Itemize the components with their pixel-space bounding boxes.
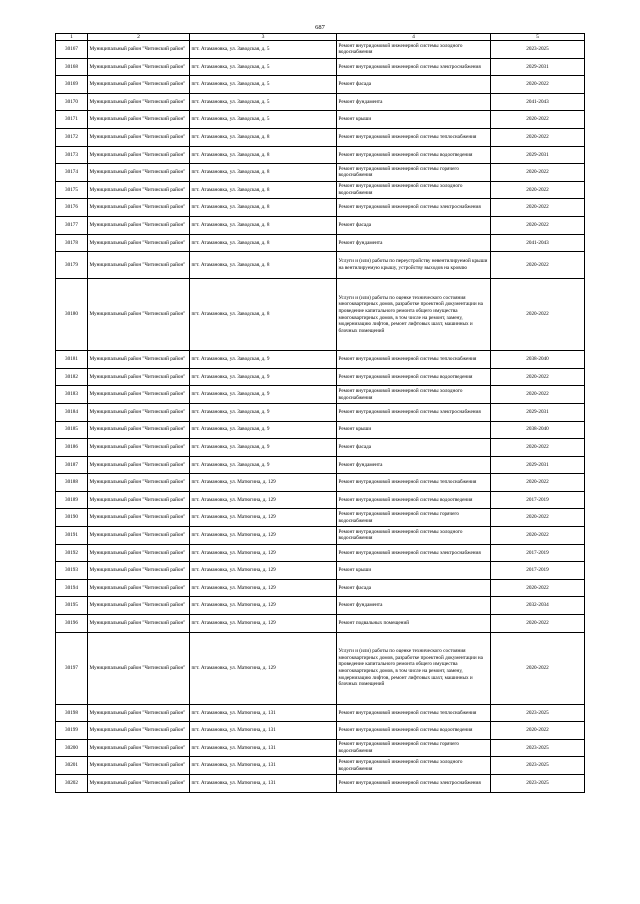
municipality-cell: Муниципальный район "Читинский район" [88, 164, 190, 182]
address-cell: пгт. Атамановка, ул. Матюгина, д. 129 [190, 579, 337, 597]
address-cell: пгт. Атамановка, ул. Заводская, д. 9 [190, 368, 337, 386]
row-number: 30171 [56, 111, 88, 129]
work-type-cell: Ремонт фундамента [337, 456, 491, 474]
row-number: 30169 [56, 76, 88, 94]
address-cell: пгт. Атамановка, ул. Матюгина, д. 131 [190, 739, 337, 757]
row-number: 30181 [56, 351, 88, 369]
table-row [56, 456, 585, 474]
period-cell: 2020-2022 [491, 722, 585, 740]
period-cell: 2020-2022 [491, 615, 585, 633]
address-cell: пгт. Атамановка, ул. Матюгина, д. 129 [190, 491, 337, 509]
period-cell: 2017-2019 [491, 491, 585, 509]
table-row [56, 632, 585, 704]
table-row [56, 58, 585, 76]
table-row [56, 164, 585, 182]
address-cell: пгт. Атамановка, ул. Заводская, д. 8 [190, 146, 337, 164]
address-cell: пгт. Атамановка, ул. Заводская, д. 5 [190, 58, 337, 76]
municipality-cell: Муниципальный район "Читинский район" [88, 421, 190, 439]
table-row [56, 421, 585, 439]
work-type-cell: Ремонт фасада [337, 579, 491, 597]
work-type-cell: Ремонт крыши [337, 421, 491, 439]
period-cell: 2029-2031 [491, 456, 585, 474]
address-cell: пгт. Атамановка, ул. Матюгина, д. 129 [190, 597, 337, 615]
municipality-cell: Муниципальный район "Читинский район" [88, 509, 190, 527]
work-type-cell: Ремонт фундамента [337, 93, 491, 111]
address-cell: пгт. Атамановка, ул. Матюгина, д. 129 [190, 509, 337, 527]
row-number: 30172 [56, 128, 88, 146]
address-cell: пгт. Атамановка, ул. Заводская, д. 8 [190, 216, 337, 234]
address-cell: пгт. Атамановка, ул. Заводская, д. 9 [190, 439, 337, 457]
municipality-cell: Муниципальный район "Читинский район" [88, 527, 190, 545]
table-row [56, 181, 585, 199]
table-row [56, 216, 585, 234]
table-row [56, 544, 585, 562]
period-cell: 2020-2022 [491, 181, 585, 199]
municipality-cell: Муниципальный район "Читинский район" [88, 146, 190, 164]
address-cell: пгт. Атамановка, ул. Заводская, д. 5 [190, 41, 337, 59]
period-cell: 2020-2022 [491, 368, 585, 386]
period-cell: 2020-2022 [491, 279, 585, 351]
period-cell: 2038-2040 [491, 351, 585, 369]
work-type-cell: Ремонт внутридомовой инженерной системы теплоснабжения [337, 351, 491, 369]
table-row [56, 234, 585, 252]
address-cell: пгт. Атамановка, ул. Матюгина, д. 129 [190, 474, 337, 492]
work-type-cell: Ремонт внутридомовой инженерной системы теплоснабжения [337, 704, 491, 722]
table-row [56, 509, 585, 527]
address-cell: пгт. Атамановка, ул. Матюгина, д. 129 [190, 615, 337, 633]
municipality-cell: Муниципальный район "Читинский район" [88, 491, 190, 509]
municipality-cell: Муниципальный район "Читинский район" [88, 597, 190, 615]
row-number: 30173 [56, 146, 88, 164]
period-cell: 2038-2040 [491, 421, 585, 439]
table-row [56, 351, 585, 369]
row-number: 30167 [56, 41, 88, 59]
address-cell: пгт. Атамановка, ул. Заводская, д. 8 [190, 164, 337, 182]
period-cell: 2041-2043 [491, 234, 585, 252]
repair-schedule-table [55, 33, 585, 793]
period-cell: 2029-2031 [491, 403, 585, 421]
period-cell: 2020-2022 [491, 439, 585, 457]
work-type-cell: Ремонт внутридомовой инженерной системы электроснабжения [337, 544, 491, 562]
column-number: 3 [190, 34, 337, 41]
work-type-cell: Ремонт внутридомовой инженерной системы холодного водоснабжения [337, 41, 491, 59]
work-type-cell: Ремонт внутридомовой инженерной системы водоотведения [337, 146, 491, 164]
table-row [56, 93, 585, 111]
work-type-cell: Ремонт крыши [337, 562, 491, 580]
work-type-cell: Ремонт внутридомовой инженерной системы электроснабжения [337, 403, 491, 421]
address-cell: пгт. Атамановка, ул. Заводская, д. 8 [190, 128, 337, 146]
address-cell: пгт. Атамановка, ул. Заводская, д. 9 [190, 351, 337, 369]
municipality-cell: Муниципальный район "Читинский район" [88, 456, 190, 474]
period-cell: 2020-2022 [491, 527, 585, 545]
municipality-cell: Муниципальный район "Читинский район" [88, 368, 190, 386]
period-cell: 2029-2031 [491, 58, 585, 76]
municipality-cell: Муниципальный район "Читинский район" [88, 234, 190, 252]
municipality-cell: Муниципальный район "Читинский район" [88, 562, 190, 580]
work-type-cell: Ремонт внутридомовой инженерной системы холодного водоснабжения [337, 757, 491, 775]
column-number: 2 [88, 34, 190, 41]
municipality-cell: Муниципальный район "Читинский район" [88, 722, 190, 740]
table-row [56, 279, 585, 351]
work-type-cell: Ремонт внутридомовой инженерной системы теплоснабжения [337, 474, 491, 492]
row-number: 30191 [56, 527, 88, 545]
period-cell: 2023-2025 [491, 41, 585, 59]
row-number: 30184 [56, 403, 88, 421]
table-row [56, 562, 585, 580]
row-number: 30170 [56, 93, 88, 111]
period-cell: 2020-2022 [491, 164, 585, 182]
municipality-cell: Муниципальный район "Читинский район" [88, 474, 190, 492]
municipality-cell: Муниципальный район "Читинский район" [88, 199, 190, 217]
municipality-cell: Муниципальный район "Читинский район" [88, 216, 190, 234]
work-type-cell: Ремонт внутридомовой инженерной системы водоотведения [337, 722, 491, 740]
period-cell: 2020-2022 [491, 199, 585, 217]
row-number: 30193 [56, 562, 88, 580]
row-number: 30200 [56, 739, 88, 757]
municipality-cell: Муниципальный район "Читинский район" [88, 76, 190, 94]
row-number: 30186 [56, 439, 88, 457]
table-row [56, 41, 585, 59]
address-cell: пгт. Атамановка, ул. Матюгина, д. 129 [190, 527, 337, 545]
address-cell: пгт. Атамановка, ул. Матюгина, д. 131 [190, 757, 337, 775]
address-cell: пгт. Атамановка, ул. Заводская, д. 5 [190, 93, 337, 111]
page-number: 687 [315, 24, 325, 31]
table-row [56, 199, 585, 217]
address-cell: пгт. Атамановка, ул. Заводская, д. 9 [190, 403, 337, 421]
municipality-cell: Муниципальный район "Читинский район" [88, 544, 190, 562]
address-cell: пгт. Атамановка, ул. Заводская, д. 8 [190, 181, 337, 199]
period-cell: 2023-2025 [491, 739, 585, 757]
period-cell: 2023-2025 [491, 757, 585, 775]
work-type-cell: Услуги и (или) работы по оценке технического состояния многоквартирных домов, разработке проектной документации на проведение капитального ремонта общего имущества многоквартирных домов, в том числе на ремонт, замену, модернизацию лифтов, ремонт лифтовых шахт, машинных и блочных помещений [337, 279, 491, 351]
column-number: 5 [491, 34, 585, 41]
row-number: 30198 [56, 704, 88, 722]
work-type-cell: Услуги и (или) работы по оценке технического состояния многоквартирных домов, разработке проектной документации на проведение капитального ремонта общего имущества многоквартирных домов, в том числе на ремонт, замену, модернизацию лифтов, ремонт лифтовых шахт, машинных и блочных помещений [337, 632, 491, 704]
address-cell: пгт. Атамановка, ул. Матюгина, д. 131 [190, 722, 337, 740]
period-cell: 2017-2019 [491, 562, 585, 580]
row-number: 30190 [56, 509, 88, 527]
table-row [56, 386, 585, 404]
row-number: 30174 [56, 164, 88, 182]
work-type-cell: Ремонт внутридомовой инженерной системы холодного водоснабжения [337, 527, 491, 545]
address-cell: пгт. Атамановка, ул. Заводская, д. 8 [190, 279, 337, 351]
row-number: 30188 [56, 474, 88, 492]
table-row [56, 252, 585, 279]
row-number: 30194 [56, 579, 88, 597]
table-row [56, 403, 585, 421]
row-number: 30183 [56, 386, 88, 404]
row-number: 30177 [56, 216, 88, 234]
column-number-row [56, 34, 585, 41]
address-cell: пгт. Атамановка, ул. Заводская, д. 9 [190, 386, 337, 404]
row-number: 30182 [56, 368, 88, 386]
row-number: 30176 [56, 199, 88, 217]
municipality-cell: Муниципальный район "Читинский район" [88, 93, 190, 111]
municipality-cell: Муниципальный район "Читинский район" [88, 252, 190, 279]
period-cell: 2020-2022 [491, 386, 585, 404]
municipality-cell: Муниципальный район "Читинский район" [88, 58, 190, 76]
work-type-cell: Ремонт внутридомовой инженерной системы горячего водоснабжения [337, 164, 491, 182]
municipality-cell: Муниципальный район "Читинский район" [88, 757, 190, 775]
municipality-cell: Муниципальный район "Читинский район" [88, 439, 190, 457]
column-number: 4 [337, 34, 491, 41]
work-type-cell: Ремонт крыши [337, 111, 491, 129]
table-row [56, 757, 585, 775]
table-row [56, 111, 585, 129]
table-row [56, 597, 585, 615]
municipality-cell: Муниципальный район "Читинский район" [88, 111, 190, 129]
period-cell: 2020-2022 [491, 474, 585, 492]
row-number: 30185 [56, 421, 88, 439]
address-cell: пгт. Атамановка, ул. Заводская, д. 8 [190, 234, 337, 252]
address-cell: пгт. Атамановка, ул. Заводская, д. 5 [190, 111, 337, 129]
work-type-cell: Ремонт подвальных помещений [337, 615, 491, 633]
table-row [56, 579, 585, 597]
table-row [56, 146, 585, 164]
work-type-cell: Ремонт фасада [337, 439, 491, 457]
period-cell: 2017-2019 [491, 544, 585, 562]
row-number: 30175 [56, 181, 88, 199]
address-cell: пгт. Атамановка, ул. Заводская, д. 9 [190, 421, 337, 439]
work-type-cell: Ремонт внутридомовой инженерной системы электроснабжения [337, 775, 491, 793]
table-row [56, 368, 585, 386]
municipality-cell: Муниципальный район "Читинский район" [88, 386, 190, 404]
address-cell: пгт. Атамановка, ул. Заводская, д. 8 [190, 199, 337, 217]
period-cell: 2041-2043 [491, 93, 585, 111]
period-cell: 2020-2022 [491, 509, 585, 527]
period-cell: 2020-2022 [491, 76, 585, 94]
municipality-cell: Муниципальный район "Читинский район" [88, 775, 190, 793]
work-type-cell: Ремонт внутридомовой инженерной системы водоотведения [337, 368, 491, 386]
row-number: 30199 [56, 722, 88, 740]
period-cell: 2020-2022 [491, 252, 585, 279]
municipality-cell: Муниципальный район "Читинский район" [88, 41, 190, 59]
municipality-cell: Муниципальный район "Читинский район" [88, 279, 190, 351]
municipality-cell: Муниципальный район "Читинский район" [88, 181, 190, 199]
work-type-cell: Ремонт внутридомовой инженерной системы горячего водоснабжения [337, 739, 491, 757]
address-cell: пгт. Атамановка, ул. Заводская, д. 9 [190, 456, 337, 474]
municipality-cell: Муниципальный район "Читинский район" [88, 632, 190, 704]
period-cell: 2020-2022 [491, 579, 585, 597]
address-cell: пгт. Атамановка, ул. Матюгина, д. 131 [190, 775, 337, 793]
work-type-cell: Ремонт внутридомовой инженерной системы водоотведения [337, 491, 491, 509]
table-row [56, 775, 585, 793]
address-cell: пгт. Атамановка, ул. Матюгина, д. 129 [190, 544, 337, 562]
period-cell: 2029-2031 [491, 146, 585, 164]
address-cell: пгт. Атамановка, ул. Матюгина, д. 131 [190, 704, 337, 722]
work-type-cell: Ремонт фундамента [337, 234, 491, 252]
period-cell: 2023-2025 [491, 704, 585, 722]
table-row [56, 439, 585, 457]
municipality-cell: Муниципальный район "Читинский район" [88, 615, 190, 633]
table-row [56, 739, 585, 757]
period-cell: 2023-2025 [491, 775, 585, 793]
work-type-cell: Услуги и (или) работы по переустройству невентилируемой крыши на вентилируемую крышу, устройству выходов на кровлю [337, 252, 491, 279]
work-type-cell: Ремонт внутридомовой инженерной системы электроснабжения [337, 199, 491, 217]
table-row [56, 128, 585, 146]
address-cell: пгт. Атамановка, ул. Заводская, д. 5 [190, 76, 337, 94]
row-number: 30168 [56, 58, 88, 76]
address-cell: пгт. Атамановка, ул. Матюгина, д. 129 [190, 562, 337, 580]
table-row [56, 491, 585, 509]
work-type-cell: Ремонт фундамента [337, 597, 491, 615]
row-number: 30197 [56, 632, 88, 704]
row-number: 30180 [56, 279, 88, 351]
table-row [56, 474, 585, 492]
period-cell: 2020-2022 [491, 111, 585, 129]
municipality-cell: Муниципальный район "Читинский район" [88, 579, 190, 597]
address-cell: пгт. Атамановка, ул. Заводская, д. 8 [190, 252, 337, 279]
work-type-cell: Ремонт фасада [337, 216, 491, 234]
municipality-cell: Муниципальный район "Читинский район" [88, 128, 190, 146]
table-row [56, 76, 585, 94]
row-number: 30201 [56, 757, 88, 775]
work-type-cell: Ремонт внутридомовой инженерной системы холодного водоснабжения [337, 386, 491, 404]
table-row [56, 615, 585, 633]
work-type-cell: Ремонт внутридомовой инженерной системы горячего водоснабжения [337, 509, 491, 527]
period-cell: 2020-2022 [491, 128, 585, 146]
row-number: 30192 [56, 544, 88, 562]
column-number: 1 [56, 34, 88, 41]
work-type-cell: Ремонт фасада [337, 76, 491, 94]
municipality-cell: Муниципальный район "Читинский район" [88, 403, 190, 421]
municipality-cell: Муниципальный район "Читинский район" [88, 704, 190, 722]
table-row [56, 704, 585, 722]
row-number: 30202 [56, 775, 88, 793]
row-number: 30178 [56, 234, 88, 252]
row-number: 30187 [56, 456, 88, 474]
table-row [56, 527, 585, 545]
address-cell: пгт. Атамановка, ул. Матюгина, д. 129 [190, 632, 337, 704]
period-cell: 2020-2022 [491, 216, 585, 234]
period-cell: 2032-2034 [491, 597, 585, 615]
row-number: 30179 [56, 252, 88, 279]
work-type-cell: Ремонт внутридомовой инженерной системы теплоснабжения [337, 128, 491, 146]
table-row [56, 722, 585, 740]
row-number: 30189 [56, 491, 88, 509]
municipality-cell: Муниципальный район "Читинский район" [88, 739, 190, 757]
row-number: 30195 [56, 597, 88, 615]
work-type-cell: Ремонт внутридомовой инженерной системы холодного водоснабжения [337, 181, 491, 199]
row-number: 30196 [56, 615, 88, 633]
period-cell: 2020-2022 [491, 632, 585, 704]
municipality-cell: Муниципальный район "Читинский район" [88, 351, 190, 369]
work-type-cell: Ремонт внутридомовой инженерной системы электроснабжения [337, 58, 491, 76]
